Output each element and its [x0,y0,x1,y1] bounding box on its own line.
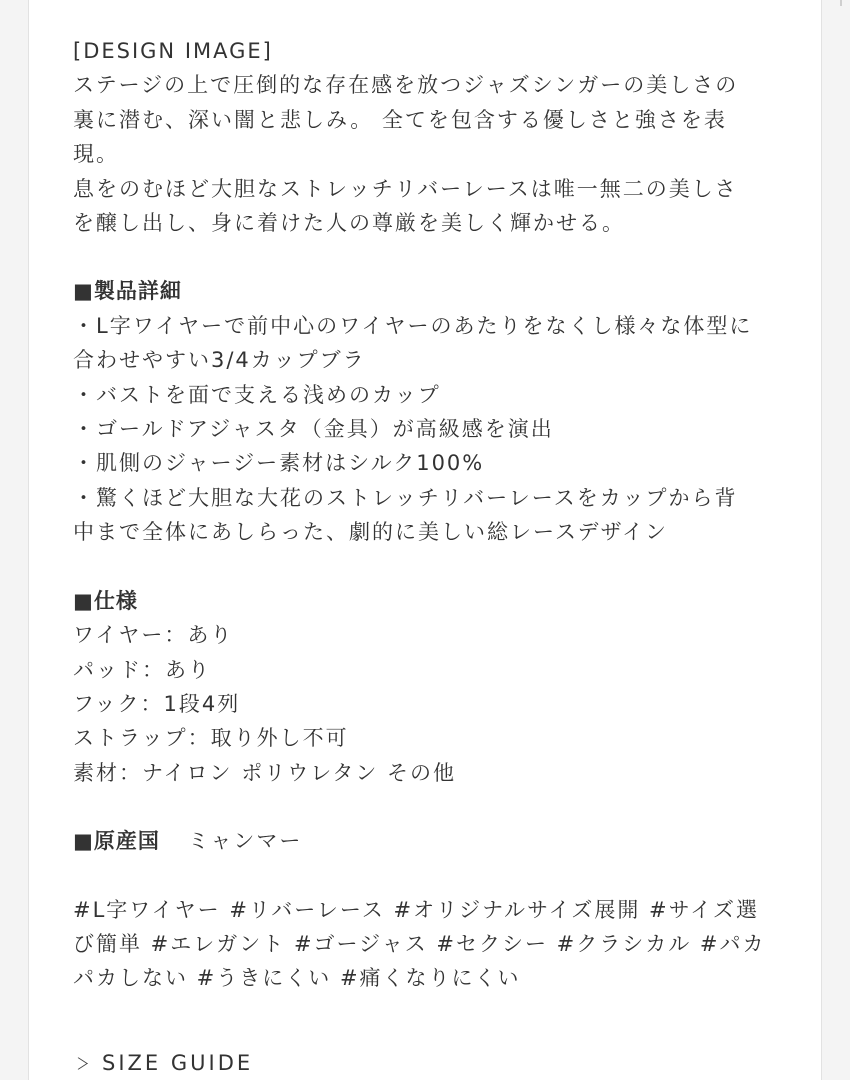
origin-section [73,824,793,858]
chevron-right-icon [69,1057,88,1069]
details-line: ・L字ワイヤーで前中心のワイヤーのあたりをなくし様々な体型に [73,313,753,338]
design-section [73,34,793,240]
tags-line: #L字ワイヤー #リバーレース #オリジナルサイズ展開 #サイズ選 [73,897,759,922]
design-title: [DESIGN IMAGE] [73,39,273,63]
specs-line: フック：1段4列 [73,691,241,716]
details-line: 中まで全体にあしらった、劇的に美しい総レースデザイン [73,520,669,545]
spacer [73,859,793,893]
spacer [73,240,793,274]
origin-row [73,824,793,858]
origin-heading: ■原産国 [73,829,160,854]
product-description-card [28,0,822,1080]
details-section [73,274,793,549]
design-line: ステージの上で圧倒的な存在感を放つジャズシンガーの美しさの [73,73,739,98]
specs-line: ワイヤー：あり [73,623,234,648]
specs-line: パッド：あり [73,657,211,682]
size-guide-label: SIZE GUIDE [102,1051,254,1075]
tags-section [73,893,793,996]
design-line: 現。 [73,142,119,167]
details-line: ・バストを面で支える浅めのカップ [73,382,441,407]
specs-line: 素材：ナイロン ポリウレタン その他 [73,760,457,785]
tags-line: び簡単 #エレガント #ゴージャス #セクシー #クラシカル #パカ [73,931,766,956]
origin-value: ミャンマー [187,829,303,854]
design-line: を醸し出し、身に着けた人の尊厳を美しく輝かせる。 [73,211,625,236]
size-guide-link[interactable] [73,1046,253,1080]
specs-heading: ■仕様 [73,588,138,613]
design-line: 裏に潜む、深い闇と悲しみ。 全てを包含する優しさと強さを表 [73,107,727,132]
tags-line: パカしない #うきにくい #痛くなりにくい [73,966,521,991]
details-line: ・ゴールドアジャスタ（金具）が高級感を演出 [73,417,554,442]
specs-section [73,584,793,790]
product-description [73,34,793,996]
details-line: ・肌側のジャージー素材はシルク100% [73,451,485,476]
details-heading: ■製品詳細 [73,279,182,304]
details-line: 合わせやすい3/4カップブラ [73,348,366,373]
spacer [73,550,793,584]
scroll-edge-mark [840,0,842,6]
design-line: 息をのむほど大胆なストレッチリバーレースは唯一無二の美しさ [73,176,738,201]
details-line: ・驚くほど大胆な大花のストレッチリバーレースをカップから背 [73,485,738,510]
spacer [73,790,793,824]
specs-line: ストラップ：取り外し不可 [73,726,349,751]
